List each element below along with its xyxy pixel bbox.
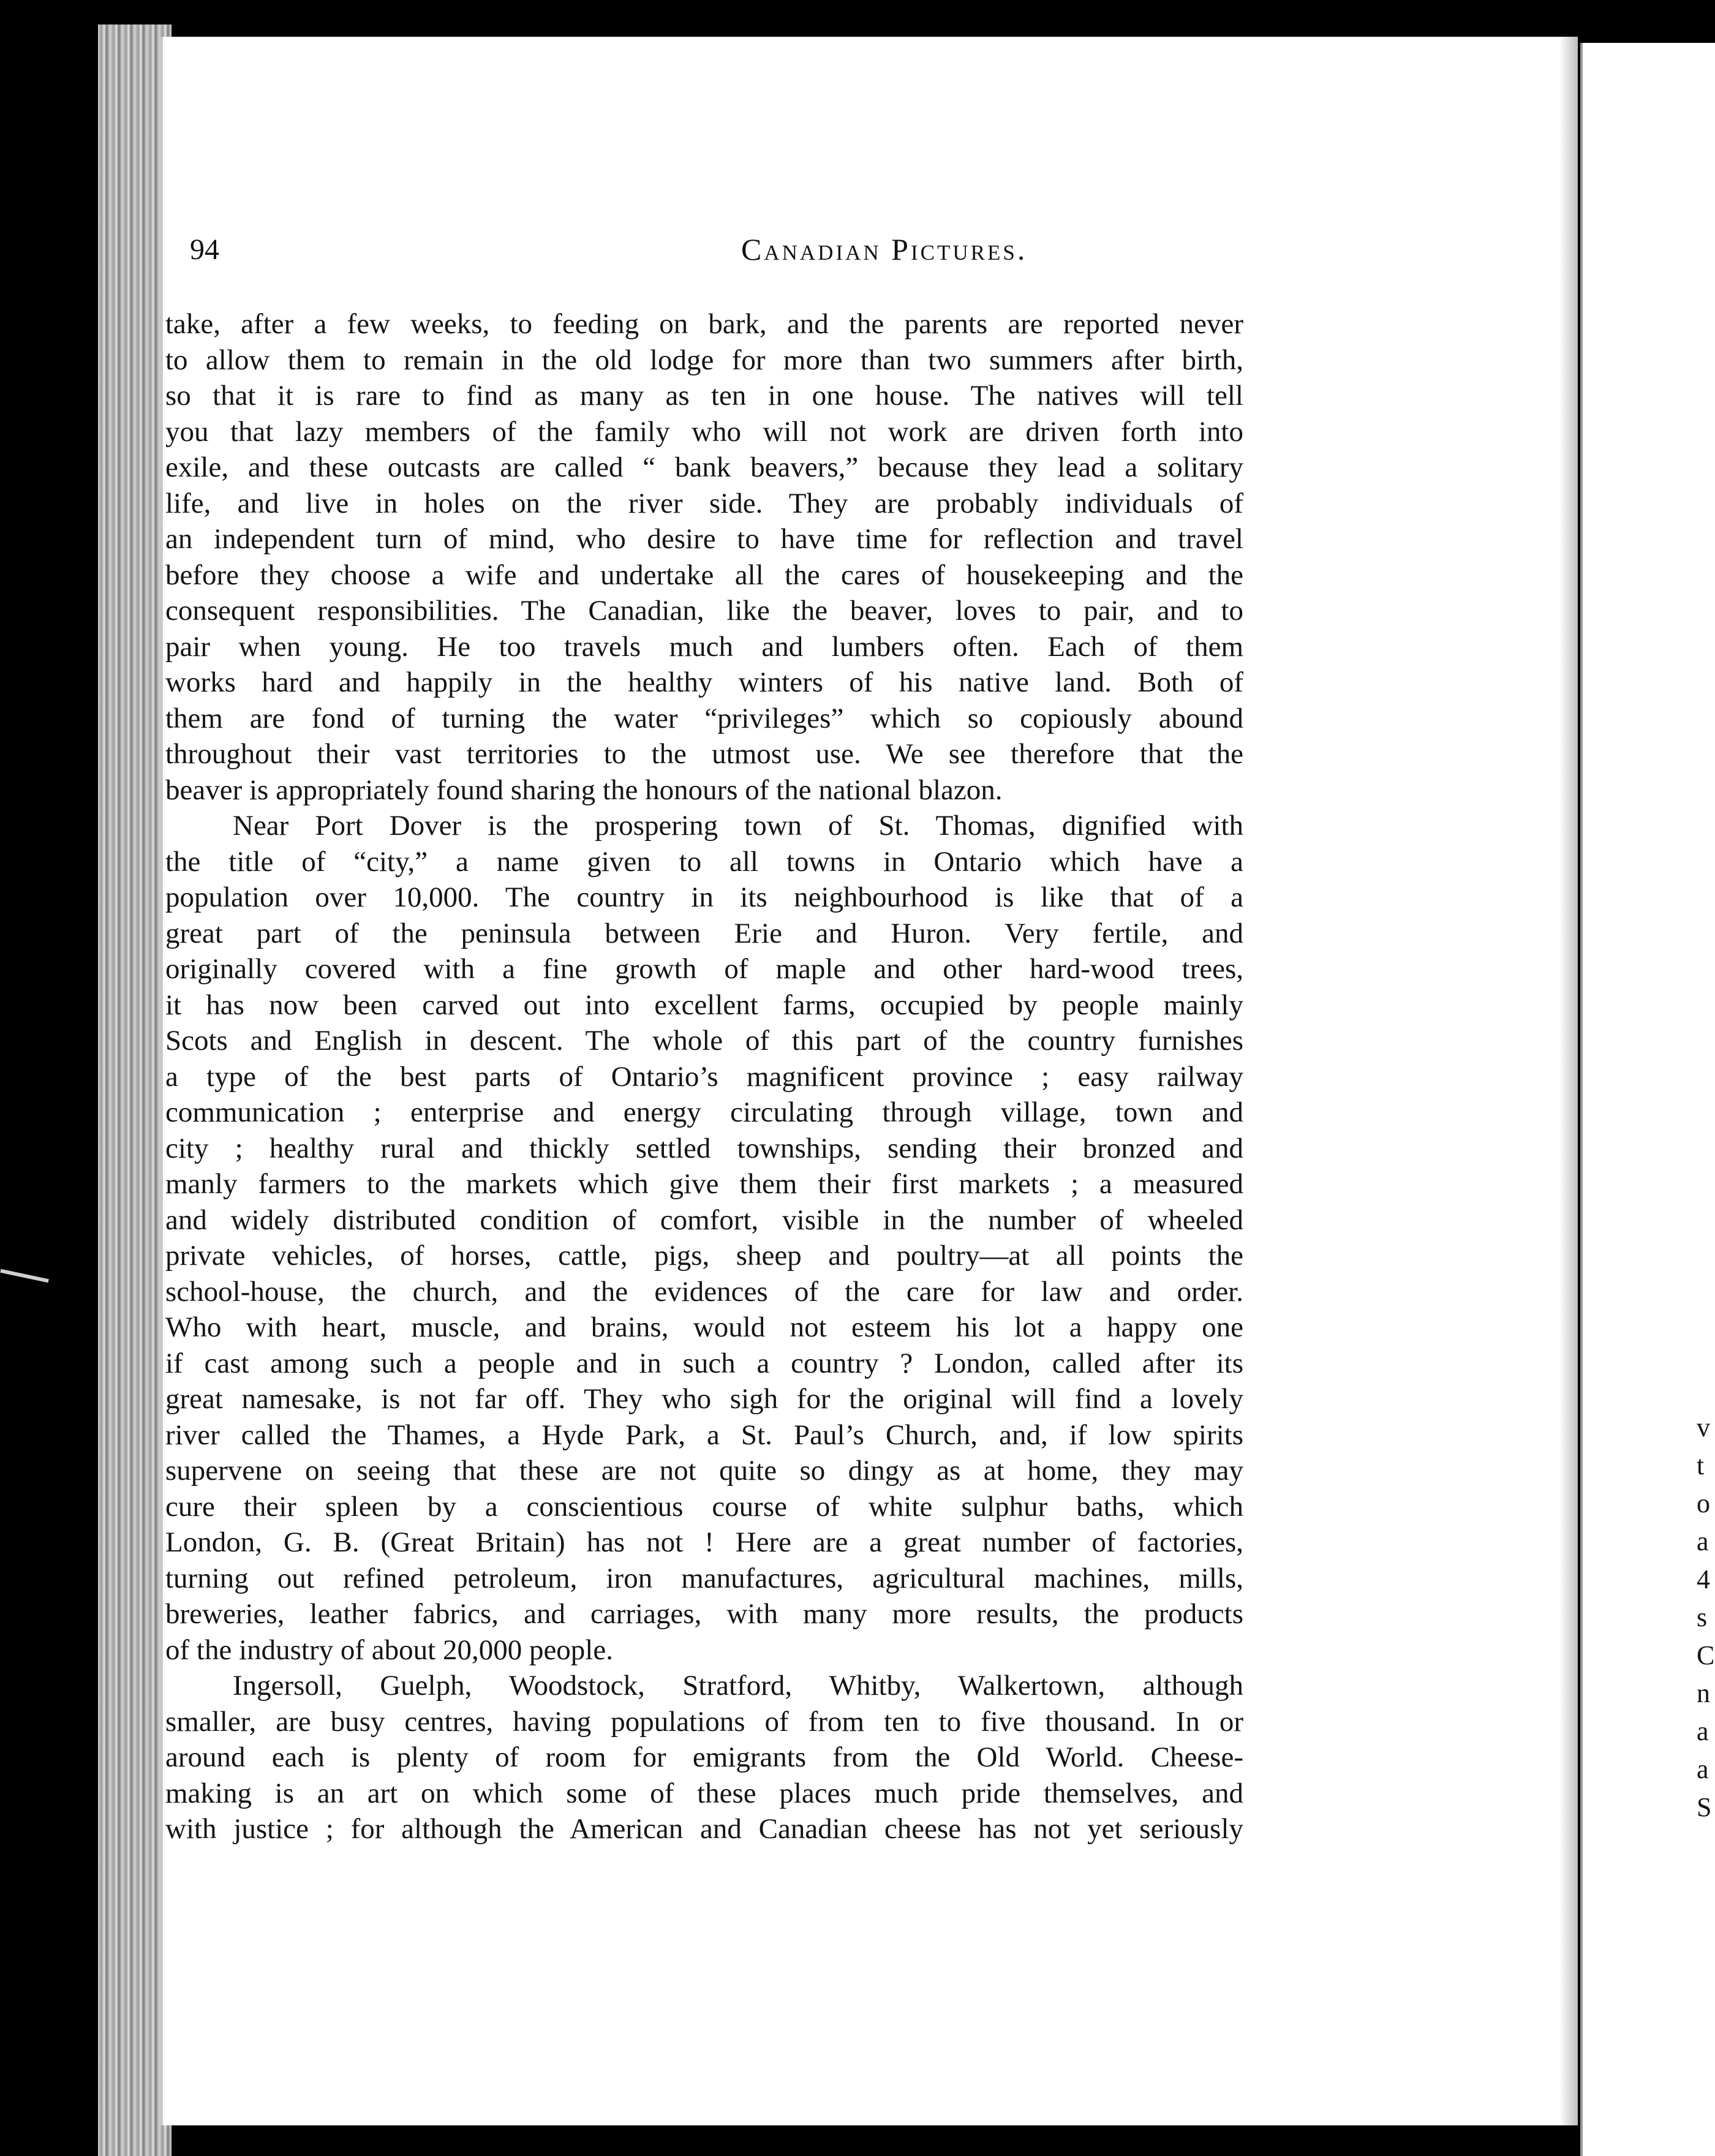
text-line: of the industry of about 20,000 people. — [165, 1634, 613, 1666]
facing-letter: S — [1697, 1792, 1712, 1822]
text-line: school-house, the church, and the evidences of the care for law and order. — [165, 1275, 1243, 1308]
text-line: you that lazy members of the family who will not work are driven forth into — [165, 415, 1243, 448]
text-line: throughout their vast territories to the utmost use. We see therefore that the — [165, 738, 1243, 770]
text-line: population over 10,000. The country in its neighbourhood is like that of a — [165, 881, 1243, 913]
text-line: an independent turn of mind, who desire to have time for reflection and travel — [165, 523, 1243, 555]
facing-letter: t — [1697, 1450, 1705, 1480]
facing-letter: a — [1697, 1754, 1709, 1784]
text-line: supervene on seeing that these are not quite so dingy as at home, they may — [165, 1455, 1243, 1487]
text-line: breweries, leather fabrics, and carriages, with many more results, the products — [165, 1598, 1243, 1630]
text-line: pair when young. He too travels much and lumbers often. Each of them — [165, 630, 1243, 663]
text-line: smaller, are busy centres, having populations of from ten to five thousand. In or — [165, 1705, 1243, 1738]
text-line: with justice ; for although the American and Canadian cheese has not yet seriously — [165, 1813, 1243, 1845]
text-line: the title of “city,” a name given to all towns in Ontario which have a — [165, 845, 1243, 878]
text-line: before they choose a wife and undertake all the cares of housekeeping and the — [165, 559, 1243, 591]
running-title: Canadian Pictures. — [741, 232, 1028, 266]
text-line: works hard and happily in the healthy winters of his native land. Both of — [165, 666, 1243, 698]
text-line: turning out refined petroleum, iron manufactures, agricultural machines, mills, — [165, 1562, 1243, 1594]
text-line: Ingersoll, Guelph, Woodstock, Stratford, Whitby, Walkertown, although — [233, 1670, 1243, 1702]
text-line: Who with heart, muscle, and brains, would not esteem his lot a happy one — [165, 1311, 1243, 1343]
text-line: consequent responsibilities. The Canadian, like the beaver, loves to pair, and to — [165, 595, 1243, 627]
text-line: so that it is rare to find as many as ten in one house. The natives will tell — [165, 380, 1243, 412]
facing-letter: a — [1697, 1526, 1709, 1556]
facing-letter: s — [1697, 1602, 1708, 1632]
facing-letter: C — [1697, 1640, 1715, 1670]
facing-letter: a — [1697, 1716, 1709, 1746]
text-line: take, after a few weeks, to feeding on bark, and the parents are reported never — [165, 308, 1243, 340]
text-line: great namesake, is not far off. They who sigh for the original will find a lovely — [165, 1383, 1243, 1415]
facing-letter: o — [1697, 1488, 1710, 1518]
text-line: around each is plenty of room for emigrants from the Old World. Cheese- — [165, 1741, 1243, 1773]
text-line: communication ; enterprise and energy circulating through village, town and — [165, 1096, 1243, 1128]
facing-letter: 4 — [1697, 1564, 1710, 1594]
text-line: great part of the peninsula between Erie and Huron. Very fertile, and — [165, 917, 1243, 949]
text-line: exile, and these outcasts are called “ bank beavers,” because they lead a solitary — [165, 451, 1243, 483]
text-line: if cast among such a people and in such a country ? London, called after its — [165, 1347, 1243, 1379]
scan-mark — [0, 1269, 48, 1283]
facing-letter: v — [1697, 1412, 1710, 1442]
text-line: them are fond of turning the water “privileges” which so copiously abound — [165, 702, 1243, 734]
text-line: originally covered with a fine growth of maple and other hard-wood trees, — [165, 953, 1243, 985]
gutter-shadow — [1559, 37, 1578, 2125]
page-number: 94 — [190, 233, 219, 266]
text-line: private vehicles, of horses, cattle, pigs, sheep and poultry—at all points the — [165, 1240, 1243, 1272]
text-line: manly farmers to the markets which give them their first markets ; a measured — [165, 1168, 1243, 1200]
facing-page — [1580, 43, 1715, 2156]
text-line: cure their spleen by a conscientious course of white sulphur baths, which — [165, 1490, 1243, 1523]
text-line: beaver is appropriately found sharing the honours of the national blazon. — [165, 774, 1003, 806]
text-line: London, G. B. (Great Britain) has not ! Here are a great number of factories, — [165, 1526, 1243, 1558]
text-line: river called the Thames, a Hyde Park, a St. Paul’s Church, and, if low spirits — [165, 1419, 1243, 1451]
text-line: Near Port Dover is the prospering town of St. Thomas, dignified with — [233, 810, 1243, 842]
text-line: Scots and English in descent. The whole of this part of the country furnishes — [165, 1025, 1243, 1057]
text-line: a type of the best parts of Ontario’s magnificent province ; easy railway — [165, 1060, 1243, 1093]
body-text — [165, 306, 1243, 1847]
text-line: to allow them to remain in the old lodge for more than two summers after birth, — [165, 344, 1243, 376]
facing-letter: n — [1697, 1678, 1710, 1708]
facing-page-text — [1697, 1409, 1714, 1826]
text-line: life, and live in holes on the river side. They are probably individuals of — [165, 487, 1243, 519]
text-line: city ; healthy rural and thickly settled townships, sending their bronzed and — [165, 1132, 1243, 1164]
text-line: it has now been carved out into excellent farms, occupied by people mainly — [165, 989, 1243, 1021]
text-line: making is an art on which some of these places much pride themselves, and — [165, 1777, 1243, 1809]
text-line: and widely distributed condition of comfort, visible in the number of wheeled — [165, 1204, 1243, 1236]
